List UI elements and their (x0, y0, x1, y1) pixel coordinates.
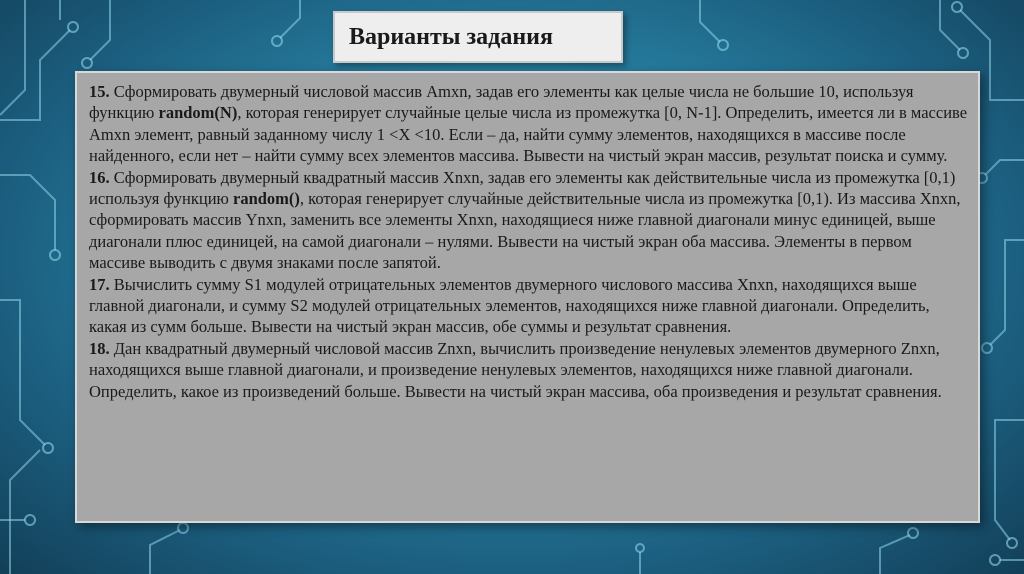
tasks-box (75, 71, 980, 523)
task-15 (89, 81, 969, 167)
task-number: 17. (89, 274, 110, 294)
function-name: random(N) (158, 103, 238, 123)
task-text: Сформировать двумерный числовой массив Amxn, задав его элементы как целые числа не большие 10, используя функцию (89, 82, 914, 123)
task-text: Сформировать двумерный квадратный массив Xnxn, задав его элементы как действительные числа из промежутка [0,1) используя функцию (89, 167, 956, 209)
function-name: random() (233, 189, 300, 209)
title-box (333, 11, 623, 63)
slide-title: Варианты задания (349, 24, 553, 50)
tasks-list (89, 81, 969, 402)
task-text: Дан квадратный двумерный числовой массив Znxn, вычислить произведение ненулевых элементов двумерного Znxn, находящихся выше главной диагонали, и произведение ненулевых элементов, находящихся ниже главной диагонали. Определить, какое из произведений больше. Вывести на чистый экран массива, оба произведения и результат сравнения. (89, 338, 942, 401)
task-text: Вычислить сумму S1 модулей отрицательных элементов двумерного числового массива Xnxn, находящихся выше главной диагонали, и сумму S2 модулей отрицательных элементов, находящихся ниже главной диагонали. Определить, какая из сумм больше. Вывести на чистый экран массив, обе суммы и результат сравнения. (89, 274, 930, 337)
task-text: , которая генерирует случайные целые числа из промежутка [0, N-1]. Определить, имеется ли в массиве Amxn элемент, равный заданному числу 1 <X <10. Если – да, найти сумму элементов, находящихся в массиве после найденного, если нет – найти сумму всех элементов массива. Вывести на чистый экран массив, результат поиска и сумму. (89, 103, 968, 166)
task-number: 18. (89, 338, 110, 358)
task-16 (89, 167, 969, 274)
task-number: 16. (89, 167, 110, 187)
task-17 (89, 274, 969, 338)
task-text: , которая генерирует случайные действительные числа из промежутка [0,1). Из массива Xnxn, сформировать массив Ynxn, заменить все элементы Xnxn, находящиеся ниже главной диагонали минус единицей, выше диагонали плюс единицей, на самой диагонали – нулями. Вывести на чистый экран оба массива. Элементы в первом массиве выводить с двумя знаками после запятой. (89, 189, 961, 273)
task-18 (89, 338, 969, 402)
task-number: 15. (89, 82, 110, 101)
